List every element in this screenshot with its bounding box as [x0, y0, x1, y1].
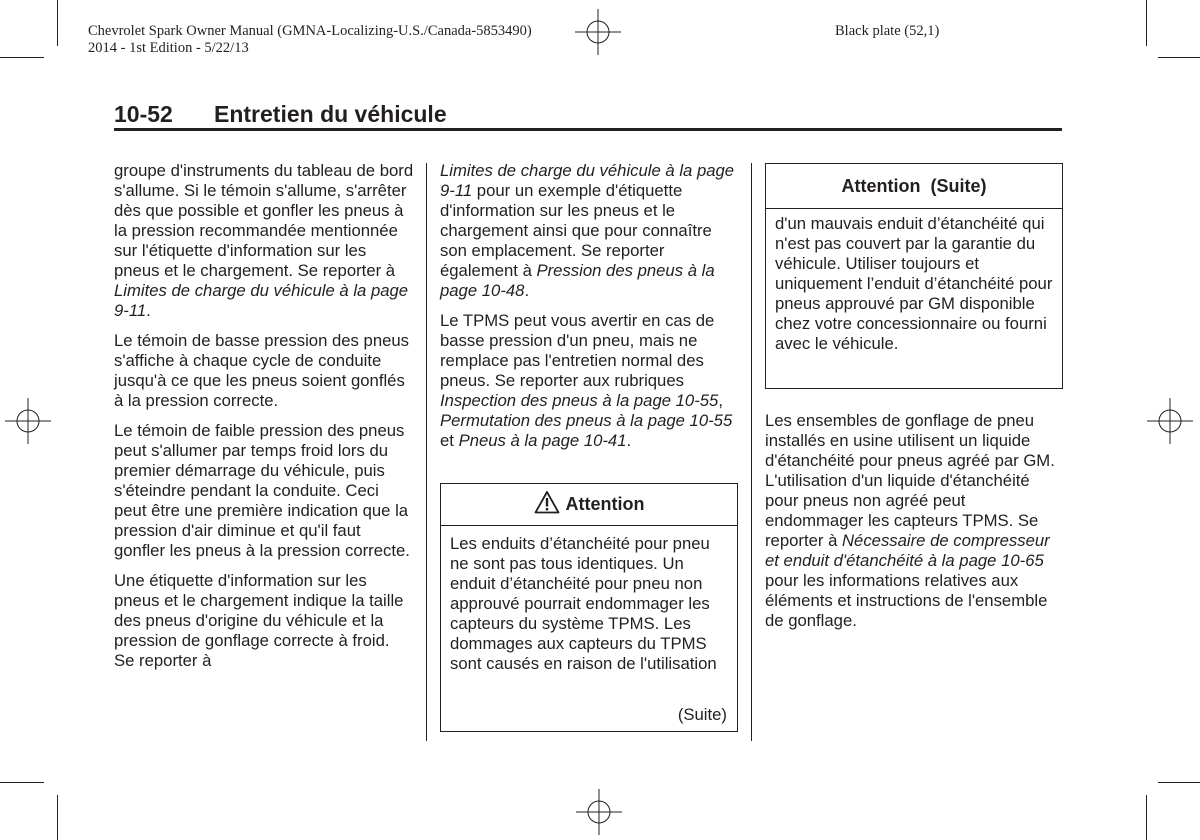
registration-mark-icon — [575, 9, 621, 55]
caution-box — [440, 483, 738, 732]
cross-reference: Nécessaire de compresseur et enduit d'étanchéité à la page 10-65 — [765, 531, 1050, 570]
warning-triangle-icon — [534, 490, 560, 514]
paragraph — [440, 311, 740, 451]
page-title — [114, 100, 447, 128]
registration-mark-icon — [576, 789, 622, 835]
paragraph-text: pour les informations relatives aux éléments et instructions de l'ensemble de gonflage. — [765, 571, 1048, 630]
caution-continued-heading: Attention (Suite) — [766, 164, 1062, 209]
cross-reference: Pneus à la page 10-41 — [458, 431, 627, 450]
registration-mark-icon — [1147, 398, 1193, 444]
column-middle — [440, 161, 740, 461]
cross-reference: Pression des pneus à la page 10-48 — [440, 261, 715, 300]
paragraph: Le témoin de basse pression des pneus s'affiche à chaque cycle de conduite jusqu'à ce que les pneus soient gonflés à la pression correcte. — [114, 331, 410, 410]
print-header-info — [88, 23, 532, 57]
continued-label: (Suite) — [677, 705, 727, 724]
section-title: Entretien du véhicule — [214, 101, 447, 127]
paragraph-text: pour un exemple d'étiquette d'information sur les pneus et le chargement ainsi que pour connaître son emplacement. Se reporter également à — [440, 181, 712, 280]
paragraph: Une étiquette d'information sur les pneus et le chargement indique la taille des pneus d'origine du véhicule et la pression de gonflage correcte à froid. Se reporter à — [114, 571, 404, 670]
paragraph-text: , — [718, 391, 723, 410]
caution-body: Les enduits d’étanchéité pour pneu ne sont pas tous identiques. Un enduit d’étanchéité pour pneu non approuvé pourrait endommager les capteurs du système TPMS. Les dommages aux capteurs du TPMS sont causés en raison de l'utilisation — [450, 534, 717, 673]
paragraph — [440, 161, 740, 301]
cross-reference: Permutation des pneus à la page 10-55 — [440, 411, 733, 430]
column-left — [114, 161, 414, 681]
registration-mark-icon — [5, 398, 51, 444]
paragraph-text: et — [440, 431, 459, 450]
title-rule — [114, 128, 1062, 131]
paragraph-text: . — [146, 301, 151, 320]
plate-label: Black plate (52,1) — [835, 23, 940, 39]
print-header-line1: Chevrolet Spark Owner Manual (GMNA-Localizing-U.S./Canada-5853490) — [88, 23, 532, 39]
crop-mark — [1158, 57, 1200, 58]
column-divider — [426, 163, 427, 741]
crop-mark — [1146, 795, 1147, 840]
paragraph-text: groupe d'instruments du tableau de bord s'allume. Si le témoin s'allume, s'arrêter dès que possible et gonfler les pneus à la pression recommandée mentionnée sur l'étiquette d'information sur les pneus et le chargement. Se reporter à — [114, 161, 414, 280]
paragraph-text: . — [524, 281, 530, 300]
caution-continued-body: d'un mauvais enduit d’étanchéité qui n'est pas couvert par la garantie du véhicule. Utiliser toujours et uniquement l’enduit d’étanchéité pour pneus approuvé par GM disponible chez votre concessionnaire ou fourni avec le véhicule. — [775, 214, 1053, 353]
paragraph — [765, 411, 1065, 631]
crop-mark — [1146, 0, 1147, 46]
paragraph-text: . — [626, 431, 632, 450]
crop-mark — [1158, 782, 1200, 783]
paragraph: Le témoin de faible pression des pneus peut s'allumer par temps froid lors du premier démarrage du véhicule, puis s'éteindre pendant la conduite. Ceci peut être une première indication que la pression d'air diminue et qu'il faut gonfler les pneus à la pression correcte. — [114, 421, 410, 560]
crop-mark — [57, 795, 58, 840]
crop-mark — [0, 782, 44, 783]
page-number: 10-52 — [114, 101, 173, 127]
caution-title: Attention — [565, 494, 645, 514]
paragraph-text: Les ensembles de gonflage de pneu installés en usine utilisent un liquide d'étanchéité pour pneus agréé par GM. L'utilisation d'un liquide d'étanchéité pour pneus non agréé peut endommager les capteurs TPMS. Se reporter à — [765, 411, 1055, 550]
column-divider — [751, 163, 752, 741]
cross-reference: Limites de charge du véhicule à la page 9-11 — [114, 281, 409, 320]
crop-mark — [57, 0, 58, 46]
caution-heading — [441, 484, 737, 526]
paragraph — [114, 161, 414, 321]
paragraph-text: Le TPMS peut vous avertir en cas de basse pression d'un pneu, mais ne remplace pas l'entretien normal des pneus. Se reporter aux rubriques — [440, 311, 715, 390]
caution-continued-box — [765, 163, 1063, 389]
column-right — [765, 411, 1065, 641]
crop-mark — [0, 57, 44, 58]
cross-reference: Inspection des pneus à la page 10-55 — [440, 391, 719, 410]
print-header-line2: 2014 - 1st Edition - 5/22/13 — [88, 40, 249, 56]
cross-reference: Limites de charge du véhicule à la page 9-11 — [440, 161, 735, 200]
